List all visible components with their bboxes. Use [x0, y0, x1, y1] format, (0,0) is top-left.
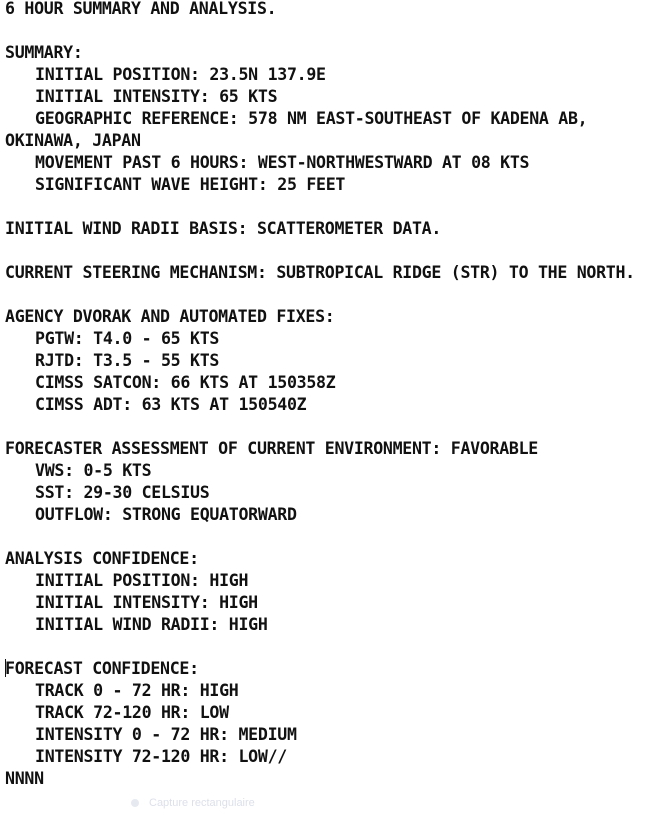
analysis-confidence-heading: ANALYSIS CONFIDENCE: [5, 549, 199, 568]
forecast-confidence-line [5, 658, 635, 680]
analysis-confidence-item: INITIAL WIND RADII: HIGH [35, 615, 268, 634]
forecast-confidence-item: INTENSITY 0 - 72 HR: MEDIUM [35, 725, 297, 744]
bulletin-title: 6 HOUR SUMMARY AND ANALYSIS. [5, 0, 277, 18]
dvorak-fix: PGTW: T4.0 - 65 KTS [35, 329, 220, 348]
analysis-confidence-item: INITIAL POSITION: HIGH [35, 571, 249, 590]
summary-initial-position: INITIAL POSITION: 23.5N 137.9E [35, 65, 326, 84]
summary-heading: SUMMARY: [5, 43, 83, 62]
camera-icon [131, 799, 139, 807]
environment-heading: FORECASTER ASSESSMENT OF CURRENT ENVIRONMENT: FAVORABLE [5, 439, 538, 458]
dvorak-fix: RJTD: T3.5 - 55 KTS [35, 351, 220, 370]
dvorak-heading: AGENCY DVORAK AND AUTOMATED FIXES: [5, 307, 335, 326]
summary-wave-height: SIGNIFICANT WAVE HEIGHT: 25 FEET [35, 175, 346, 194]
capture-label: Capture rectangulaire [149, 797, 255, 809]
wind-radii-basis: INITIAL WIND RADII BASIS: SCATTEROMETER DATA. [5, 219, 442, 238]
bulletin-text[interactable] [5, 0, 635, 790]
blank-line [5, 636, 635, 658]
environment-item: OUTFLOW: STRONG EQUATORWARD [35, 505, 297, 524]
forecast-confidence-item: TRACK 0 - 72 HR: HIGH [35, 681, 239, 700]
summary-geographic-reference-continued: OKINAWA, JAPAN [5, 131, 141, 150]
summary-geographic-reference: GEOGRAPHIC REFERENCE: 578 NM EAST-SOUTHEAST OF KADENA AB, [35, 109, 588, 128]
environment-item: SST: 29-30 CELSIUS [35, 483, 210, 502]
blank-line [5, 416, 635, 438]
blank-line [5, 240, 635, 262]
environment-item: VWS: 0-5 KTS [35, 461, 152, 480]
end-marker: NNNN [5, 769, 44, 788]
summary-initial-intensity: INITIAL INTENSITY: 65 KTS [35, 87, 278, 106]
forecast-confidence-item: TRACK 72-120 HR: LOW [35, 703, 229, 722]
forecast-confidence-item: INTENSITY 72-120 HR: LOW// [35, 747, 287, 766]
blank-line [5, 526, 635, 548]
dvorak-fix: CIMSS ADT: 63 KTS AT 150540Z [35, 395, 307, 414]
analysis-confidence-item: INITIAL INTENSITY: HIGH [35, 593, 258, 612]
dvorak-fix: CIMSS SATCON: 66 KTS AT 150358Z [35, 373, 336, 392]
steering-mechanism: CURRENT STEERING MECHANISM: SUBTROPICAL RIDGE (STR) TO THE NORTH. [5, 263, 635, 282]
blank-line [5, 196, 635, 218]
blank-line [5, 284, 635, 306]
forecast-confidence-heading: FORECAST CONFIDENCE: [5, 659, 199, 678]
capture-tooltip [125, 792, 323, 814]
blank-line [5, 20, 635, 42]
summary-movement: MOVEMENT PAST 6 HOURS: WEST-NORTHWESTWARD AT 08 KTS [35, 153, 530, 172]
